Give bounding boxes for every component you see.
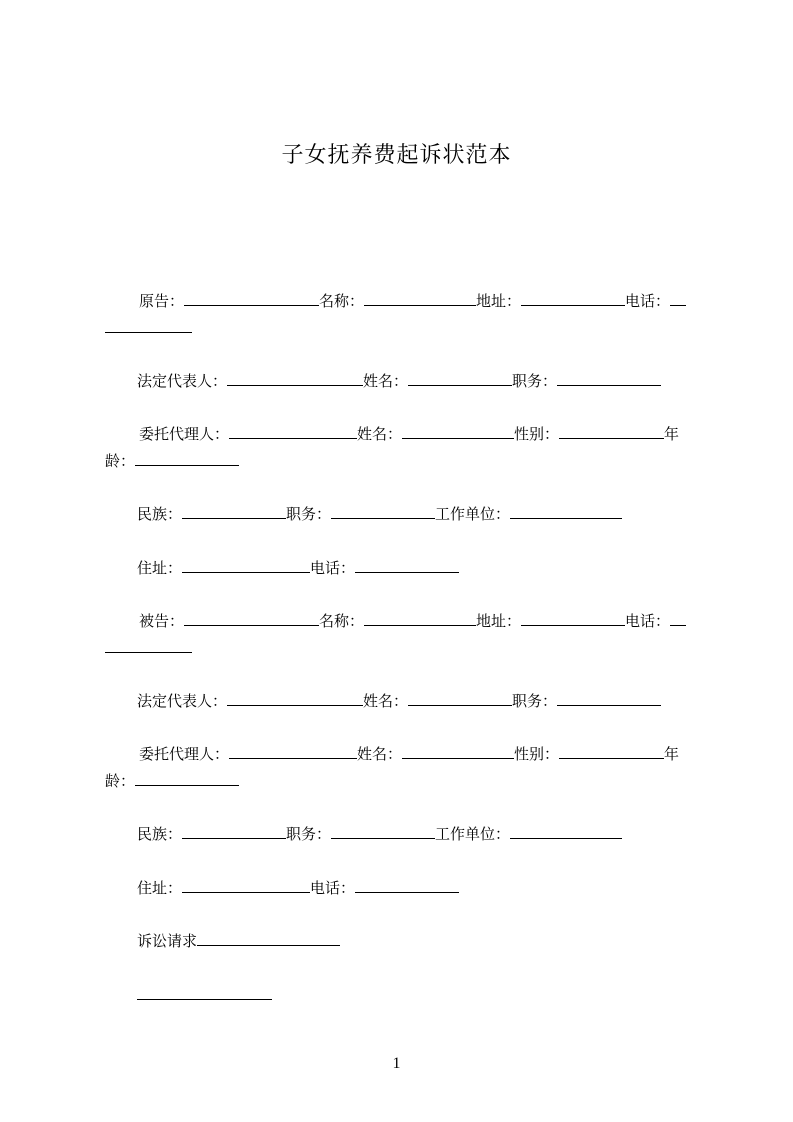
plaintiff-agent-name-label: 姓名： [357, 425, 403, 443]
page-number: 1 [392, 1055, 401, 1072]
defendant-residence-line [137, 878, 459, 898]
plaintiff-residence-phone-label: 电话： [310, 559, 356, 577]
defendant-agent-gender-blank[interactable] [559, 744, 664, 759]
plaintiff-residence-phone-blank[interactable] [355, 558, 459, 573]
defendant-work-unit-blank[interactable] [510, 824, 622, 839]
plaintiff-address-blank[interactable] [521, 291, 625, 306]
plaintiff-ethnicity-label: 民族： [137, 505, 183, 523]
defendant-agent-blank[interactable] [229, 744, 357, 759]
plaintiff-org-name-label: 名称： [319, 292, 365, 310]
defendant-address-blank[interactable] [521, 611, 625, 626]
plaintiff-phone-label: 电话： [625, 292, 671, 310]
defendant-phone-label: 电话： [625, 612, 671, 630]
defendant-agent-position-blank[interactable] [331, 824, 435, 839]
defendant-residence-label: 住址： [137, 879, 183, 897]
plaintiff-legal-rep-blank[interactable] [227, 371, 363, 386]
defendant-phone-cont-line [105, 638, 192, 658]
defendant-phone-blank-cont[interactable] [105, 638, 192, 653]
plaintiff-work-unit-label: 工作单位： [435, 505, 511, 523]
defendant-agent-name-label: 姓名： [357, 745, 403, 763]
defendant-agent-name-blank[interactable] [402, 744, 514, 759]
defendant-agent-label: 委托代理人： [139, 745, 230, 763]
plaintiff-work-unit-blank[interactable] [510, 504, 622, 519]
defendant-agent-line [139, 744, 679, 764]
defendant-org-name-blank[interactable] [364, 611, 476, 626]
plaintiff-agent-line [139, 424, 679, 444]
plaintiff-legal-rep-label: 法定代表人： [137, 372, 228, 390]
defendant-rep-name-blank[interactable] [408, 691, 512, 706]
defendant-rep-position-label: 职务： [512, 692, 558, 710]
plaintiff-line [139, 291, 686, 311]
plaintiff-rep-position-label: 职务： [512, 372, 558, 390]
defendant-label: 被告： [139, 612, 185, 630]
plaintiff-agent-detail-line [137, 504, 622, 524]
defendant-rep-name-label: 姓名： [363, 692, 409, 710]
plaintiff-org-name-blank[interactable] [364, 291, 476, 306]
plaintiff-agent-position-blank[interactable] [331, 504, 435, 519]
plaintiff-legal-rep-line [137, 371, 661, 391]
plaintiff-phone-cont-line [105, 318, 192, 338]
defendant-agent-age-label-part1: 年 [664, 745, 680, 763]
plaintiff-agent-blank[interactable] [229, 424, 357, 439]
plaintiff-agent-position-label: 职务： [286, 505, 332, 523]
defendant-ethnicity-blank[interactable] [182, 824, 286, 839]
defendant-work-unit-label: 工作单位： [435, 825, 511, 843]
defendant-legal-rep-blank[interactable] [227, 691, 363, 706]
defendant-residence-blank[interactable] [182, 878, 310, 893]
defendant-legal-rep-line [137, 691, 661, 711]
plaintiff-label: 原告： [139, 292, 185, 310]
defendant-agent-position-label: 职务： [286, 825, 332, 843]
plaintiff-agent-gender-blank[interactable] [559, 424, 664, 439]
defendant-address-label: 地址： [476, 612, 522, 630]
defendant-residence-phone-label: 电话： [310, 879, 356, 897]
plaintiff-phone-blank-cont[interactable] [105, 318, 192, 333]
plaintiff-residence-line [137, 558, 459, 578]
defendant-agent-age-label-part2: 龄： [105, 772, 136, 790]
defendant-agent-detail-line [137, 824, 622, 844]
defendant-org-name-label: 名称： [319, 612, 365, 630]
plaintiff-residence-label: 住址： [137, 559, 183, 577]
plaintiff-agent-label: 委托代理人： [139, 425, 230, 443]
defendant-agent-gender-label: 性别： [514, 745, 560, 763]
plaintiff-blank[interactable] [184, 291, 319, 306]
claims-label: 诉讼请求 [137, 932, 198, 950]
claims-cont-line [137, 985, 272, 1005]
defendant-ethnicity-label: 民族： [137, 825, 183, 843]
defendant-agent-age-line [105, 771, 239, 791]
defendant-agent-age-blank[interactable] [135, 771, 239, 786]
defendant-legal-rep-label: 法定代表人： [137, 692, 228, 710]
plaintiff-phone-blank[interactable] [670, 291, 686, 306]
defendant-blank[interactable] [184, 611, 319, 626]
plaintiff-ethnicity-blank[interactable] [182, 504, 286, 519]
claims-line [137, 931, 340, 951]
plaintiff-agent-age-blank[interactable] [135, 451, 239, 466]
defendant-residence-phone-blank[interactable] [355, 878, 459, 893]
defendant-phone-blank[interactable] [670, 611, 686, 626]
plaintiff-address-label: 地址： [476, 292, 522, 310]
document-title: 子女抚养费起诉状范本 [281, 143, 512, 168]
plaintiff-agent-age-label-part2: 龄： [105, 452, 136, 470]
plaintiff-agent-name-blank[interactable] [402, 424, 514, 439]
claims-blank-cont[interactable] [137, 985, 272, 1000]
plaintiff-residence-blank[interactable] [182, 558, 310, 573]
plaintiff-rep-name-blank[interactable] [408, 371, 512, 386]
plaintiff-agent-age-label-part1: 年 [664, 425, 680, 443]
defendant-rep-position-blank[interactable] [557, 691, 661, 706]
plaintiff-agent-gender-label: 性别： [514, 425, 560, 443]
plaintiff-agent-age-line [105, 451, 239, 471]
defendant-line [139, 611, 686, 631]
claims-blank[interactable] [197, 931, 340, 946]
plaintiff-rep-position-blank[interactable] [557, 371, 661, 386]
plaintiff-rep-name-label: 姓名： [363, 372, 409, 390]
